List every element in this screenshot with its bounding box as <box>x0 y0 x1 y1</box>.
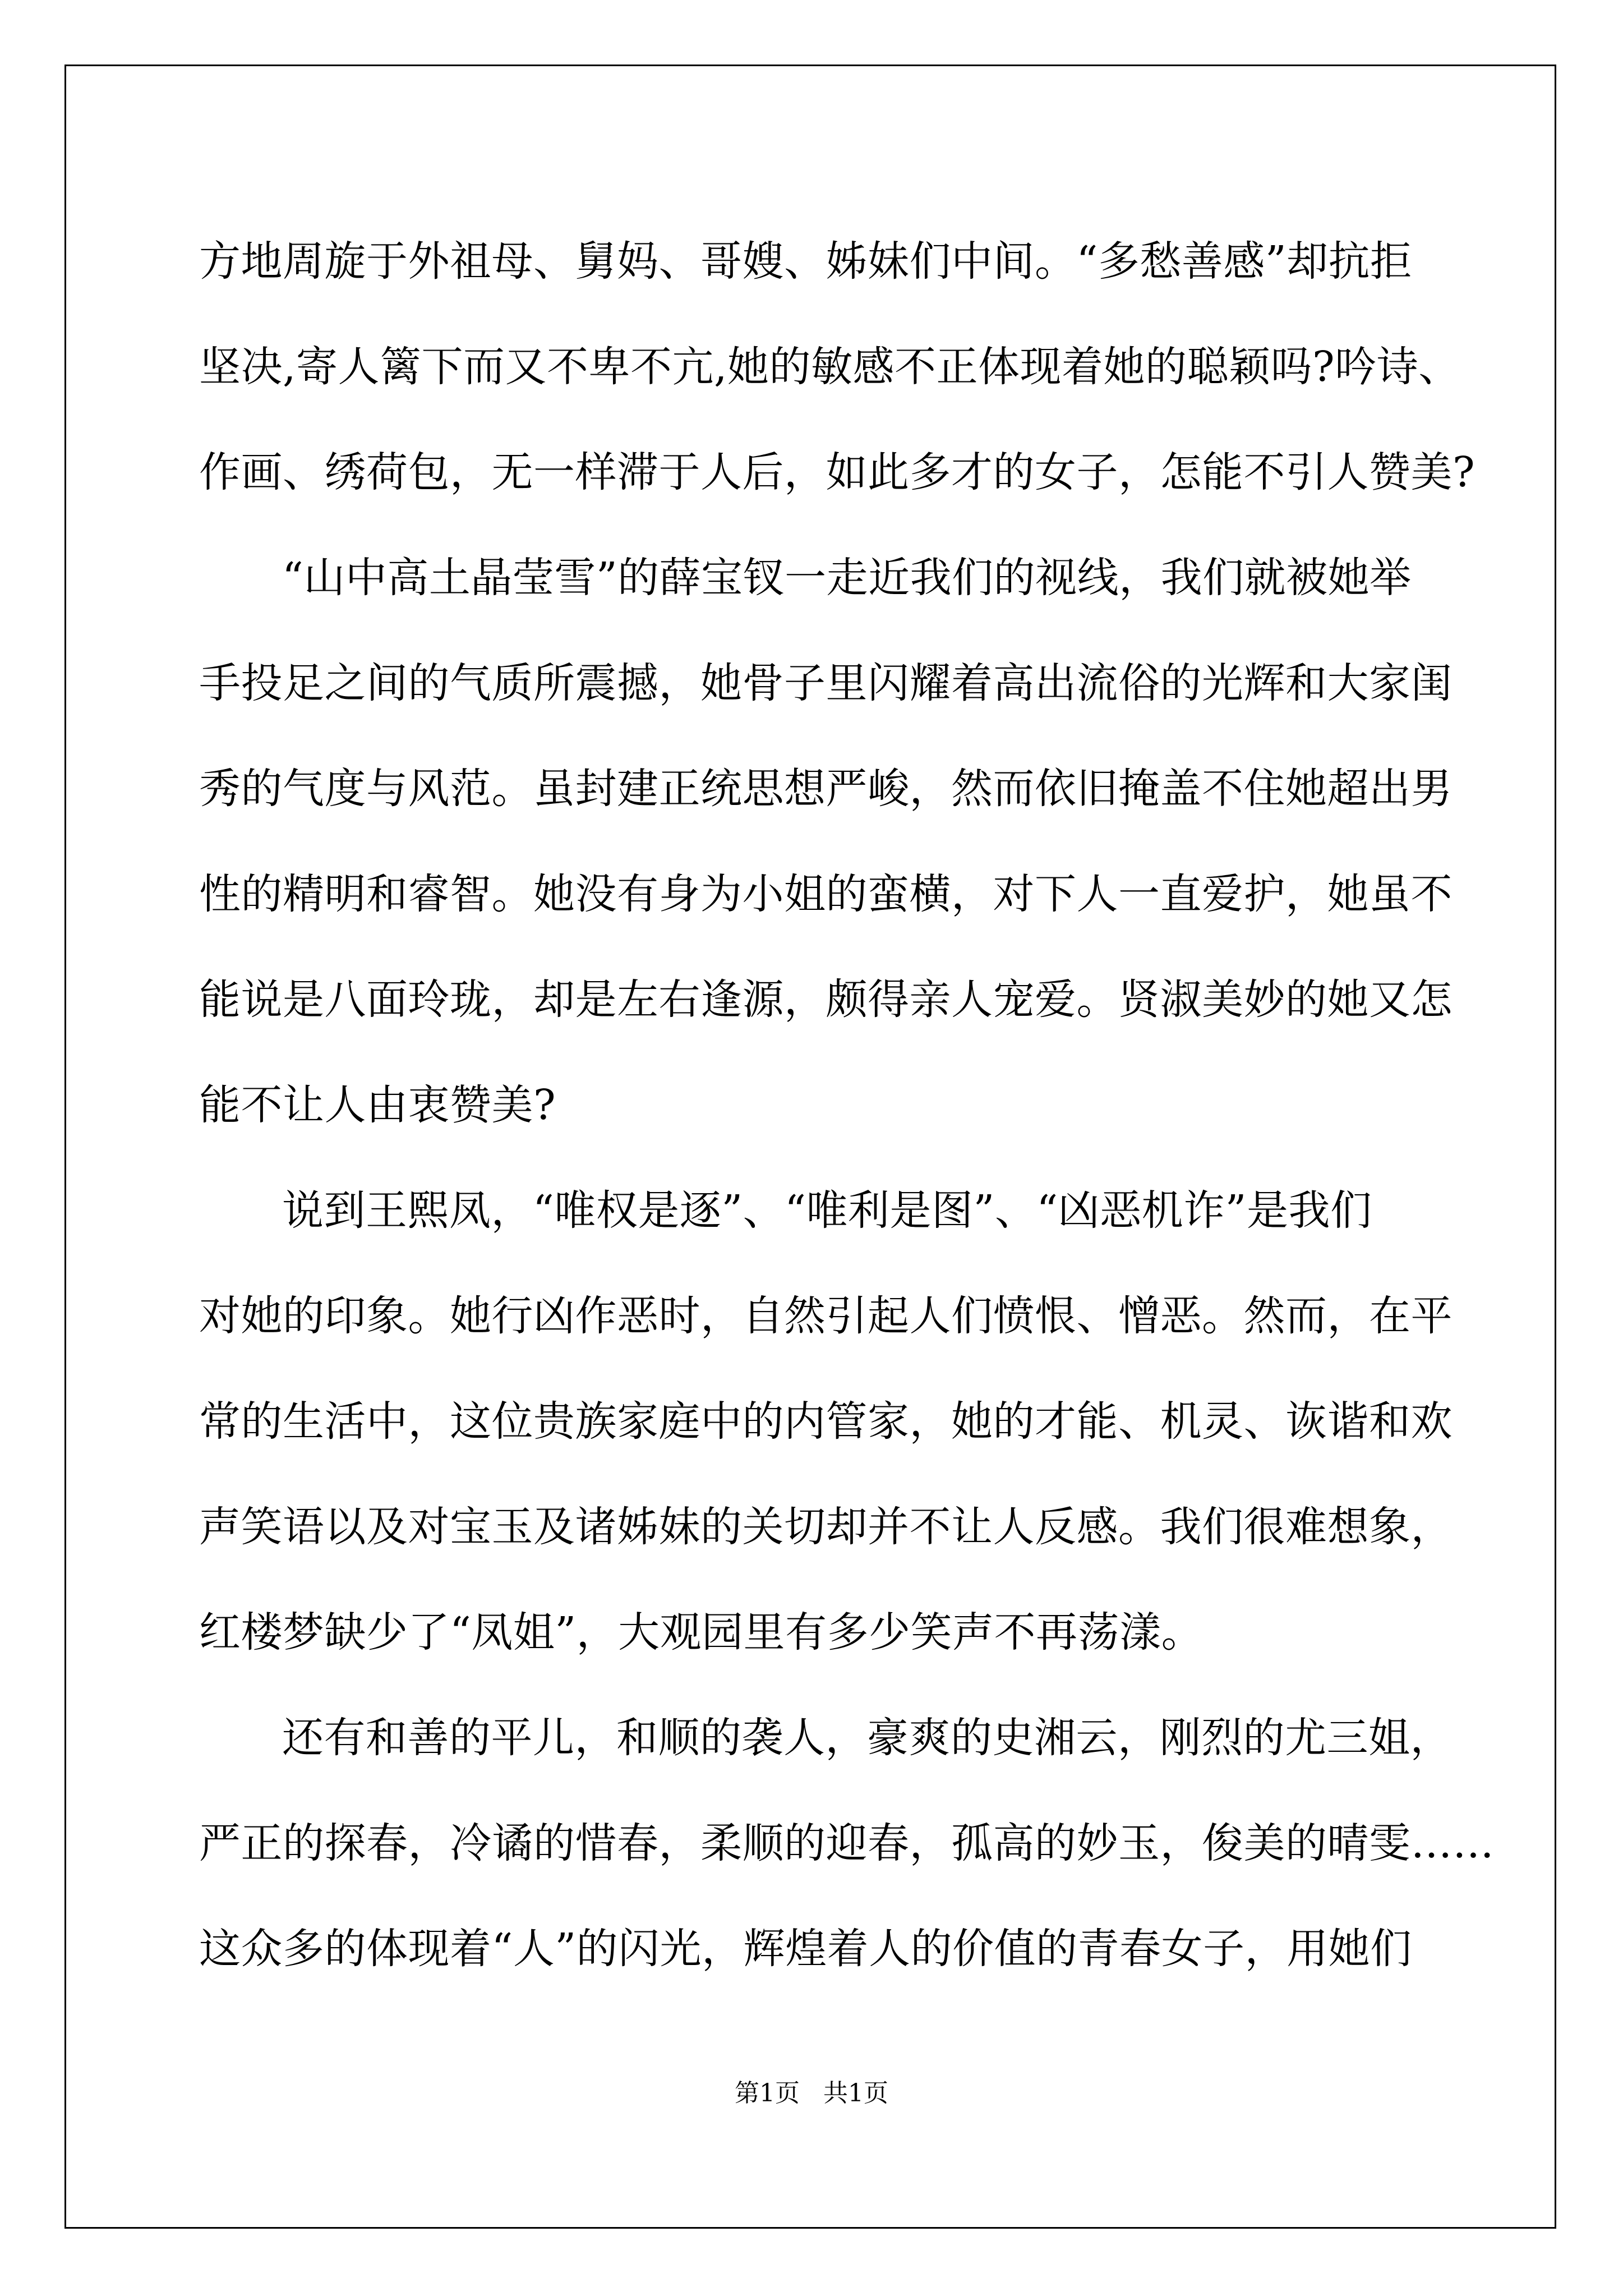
text-line: 能不让人由衷赞美? <box>199 1081 556 1129</box>
text-line: 还有和善的平儿，和顺的袭人，豪爽的史湘云，刚烈的尤三姐， <box>282 1714 1452 1762</box>
page-footer: 第1页 共1页 <box>735 2079 888 2108</box>
text-line: 常的生活中，这位贵族家庭中的内管家，她的才能、机灵、诙谐和欢 <box>199 1397 1453 1446</box>
text-line: 方地周旋于外祖母、舅妈、哥嫂、姊妹们中间。“多愁善感”却抗拒 <box>199 237 1412 286</box>
text-line: 秀的气度与风范。虽封建正统思想严峻，然而依旧掩盖不住她超出男 <box>199 765 1453 813</box>
text-line: 红楼梦缺少了“凤姐”，大观园里有多少笑声不再荡漾。 <box>199 1608 1204 1657</box>
document-body <box>199 209 1495 2001</box>
text-line: 坚决,寄人篱下而又不卑不亢,她的敏感不正体现着她的聪颖吗?吟诗、 <box>199 343 1460 391</box>
text-line: 严正的探春，冷谲的惜春，柔顺的迎春，孤高的妙玉，俊美的晴雯…… <box>199 1819 1495 1867</box>
text-line: 手投足之间的气质所震撼，她骨子里闪耀着高出流俗的光辉和大家闺 <box>199 659 1453 707</box>
text-line: 对她的印象。她行凶作恶时，自然引起人们愤恨、憎恶。然而，在平 <box>199 1292 1453 1340</box>
text-line: “山中高土晶莹雪”的薛宝钗一走近我们的视线，我们就被她举 <box>282 554 1412 602</box>
text-line: 作画、绣荷包，无一样滞于人后，如此多才的女子，怎能不引人赞美? <box>199 448 1476 496</box>
text-line: 能说是八面玲珑，却是左右逢源，颇得亲人宠爱。贤淑美妙的她又怎 <box>199 976 1453 1024</box>
text-line: 性的精明和睿智。她没有身为小姐的蛮横，对下人一直爱护，她虽不 <box>199 870 1453 918</box>
text-line: 声笑语以及对宝玉及诸姊妹的关切却并不让人反感。我们很难想象， <box>199 1503 1453 1551</box>
text-line: 说到王熙凤，“唯权是逐”、“唯利是图”、“凶恶机诈”是我们 <box>282 1186 1372 1235</box>
text-line: 这众多的体现着“人”的闪光，辉煌着人的价值的青春女子，用她们 <box>199 1925 1412 1973</box>
